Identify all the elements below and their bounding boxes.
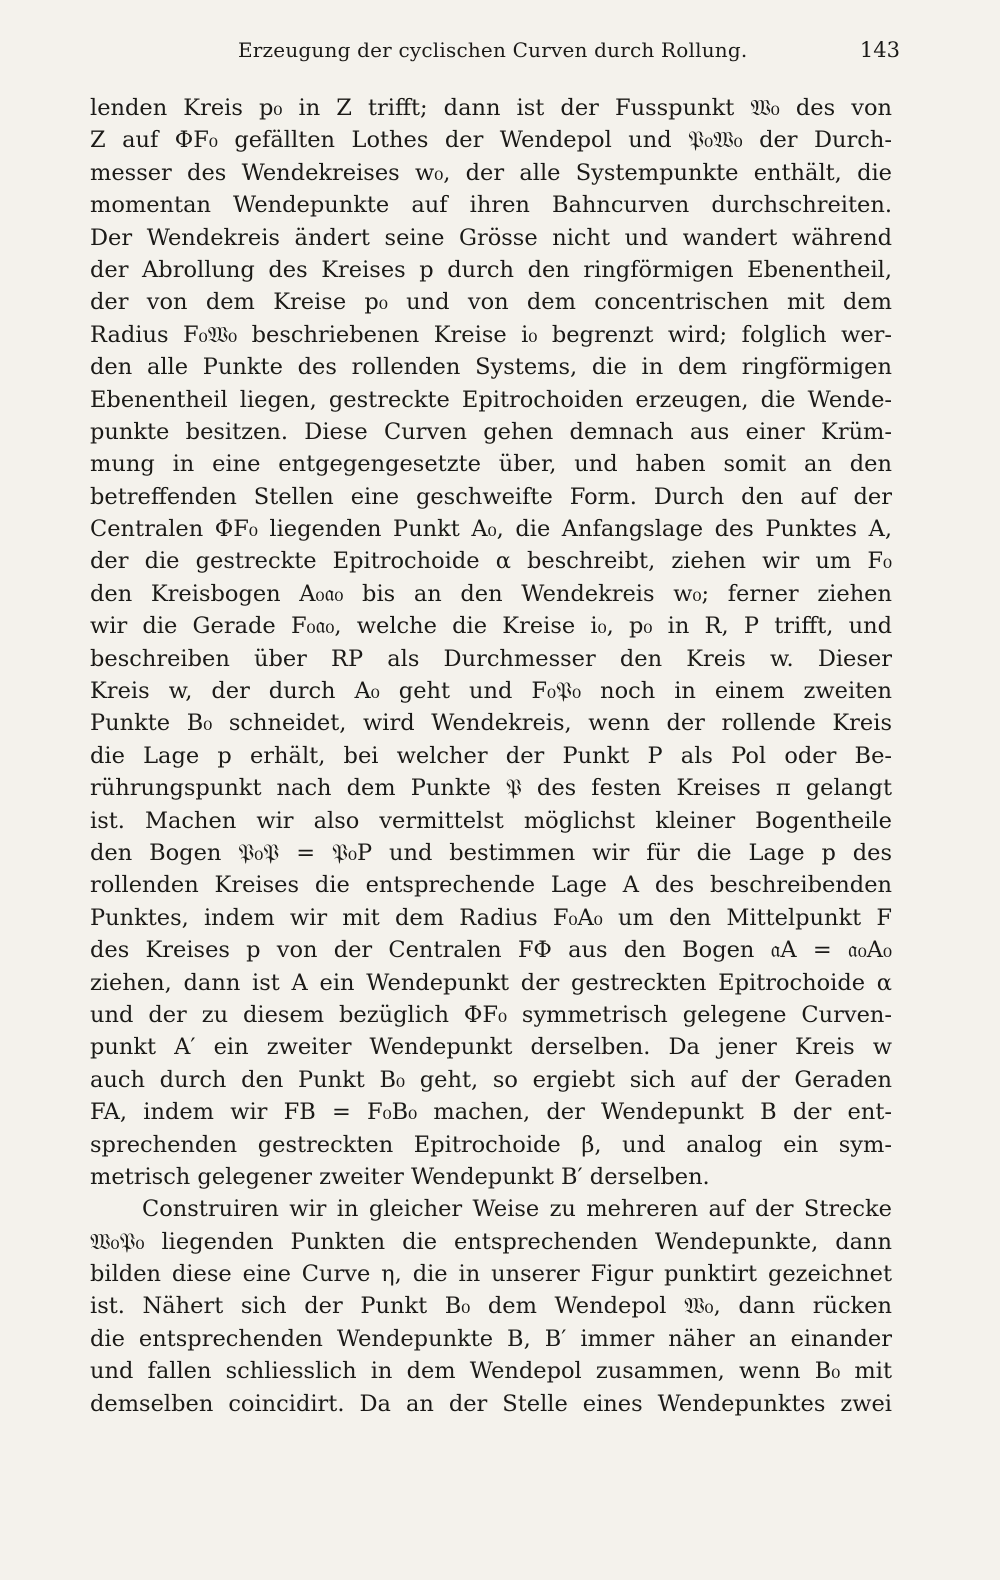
text-line: betreffenden Stellen eine geschweifte Form. Durch den auf der — [90, 483, 892, 510]
text-line: der die gestreckte Epitrochoide α beschreibt, ziehen wir um F₀ — [90, 548, 892, 575]
text-line: mung in eine entgegengesetzte über, und haben somit an den — [90, 451, 892, 478]
text-line: des Kreises p von der Centralen FΦ aus den Bogen 𝔞A = 𝔞₀A₀ — [90, 937, 892, 964]
text-line: der Abrollung des Kreises p durch den ringförmigen Ebenentheil, — [90, 256, 892, 283]
text-line: rührungspunkt nach dem Punkte 𝔓 des festen Kreises π gelangt — [90, 775, 892, 802]
running-head — [90, 38, 900, 68]
text-line: auch durch den Punkt B₀ geht, so ergiebt sich auf der Geraden — [90, 1066, 892, 1093]
text-line: Centralen ΦF₀ liegenden Punkt A₀, die Anfangslage des Punktes A, — [90, 516, 892, 543]
text-line: metrisch gelegener zweiter Wendepunkt B′ derselben. — [90, 1163, 710, 1190]
text-line: der von dem Kreise p₀ und von dem concentrischen mit dem — [90, 289, 892, 316]
text-line: momentan Wendepunkte auf ihren Bahncurven durchschreiten. — [90, 192, 892, 219]
text-line: Punktes, indem wir mit dem Radius F₀A₀ um den Mittelpunkt F — [90, 904, 892, 931]
text-line: ist. Nähert sich der Punkt B₀ dem Wendepol 𝔚₀, dann rücken — [90, 1293, 892, 1320]
text-line: lenden Kreis p₀ in Z trifft; dann ist der Fusspunkt 𝔚₀ des von — [90, 95, 892, 121]
text-line: punkte besitzen. Diese Curven gehen demnach aus einer Krüm- — [90, 418, 892, 445]
text-line: demselben coincidirt. Da an der Stelle eines Wendepunktes zwei — [90, 1390, 892, 1417]
text-line: und der zu diesem bezüglich ΦF₀ symmetrisch gelegene Curven- — [90, 1001, 892, 1028]
text-line: und fallen schliesslich in dem Wendepol zusammen, wenn B₀ mit — [90, 1358, 892, 1385]
page-number: 143 — [859, 38, 900, 62]
text-line: Construiren wir in gleicher Weise zu mehreren auf der Strecke — [142, 1196, 892, 1223]
text-line: bilden diese eine Curve η, die in unserer Figur punktirt gezeichnet — [90, 1261, 892, 1288]
text-line: Ebenentheil liegen, gestreckte Epitrochoiden erzeugen, die Wende- — [90, 386, 892, 413]
text-line: Radius F₀𝔚₀ beschriebenen Kreise i₀ begrenzt wird; folglich wer- — [90, 321, 892, 348]
text-line: rollenden Kreises die entsprechende Lage A des beschreibenden — [90, 872, 892, 899]
running-head-title: Erzeugung der cyclischen Curven durch Rollung. — [238, 38, 748, 62]
text-line: Punkte B₀ schneidet, wird Wendekreis, wenn der rollende Kreis — [90, 710, 892, 737]
text-line: beschreiben über RP als Durchmesser den Kreis w. Dieser — [90, 645, 892, 672]
body-text — [90, 92, 892, 1420]
text-line: ist. Machen wir also vermittelst möglichst kleiner Bogentheile — [90, 807, 892, 834]
text-line: den Bogen 𝔓₀𝔓 = 𝔓₀P und bestimmen wir für die Lage p des — [90, 839, 892, 866]
text-line: sprechenden gestreckten Epitrochoide β, und analog ein sym- — [90, 1131, 892, 1158]
text-line: wir die Gerade F₀𝔞₀, welche die Kreise i₀, p₀ in R, P trifft, und — [90, 613, 892, 640]
text-line: Z auf ΦF₀ gefällten Lothes der Wendepol und 𝔓₀𝔚₀ der Durch- — [90, 127, 892, 154]
text-line: Kreis w, der durch A₀ geht und F₀𝔓₀ noch in einem zweiten — [90, 678, 892, 705]
text-line: den Kreisbogen A₀𝔞₀ bis an den Wendekreis w₀; ferner ziehen — [90, 580, 892, 607]
text-line: messer des Wendekreises w₀, der alle Systempunkte enthält, die — [90, 159, 892, 186]
text-line: den alle Punkte des rollenden Systems, die in dem ringförmigen — [90, 354, 892, 381]
text-line: 𝔚₀𝔓₀ liegenden Punkten die entsprechenden Wendepunkte, dann — [90, 1228, 892, 1255]
text-line: FA, indem wir FB = F₀B₀ machen, der Wendepunkt B der ent- — [90, 1099, 892, 1126]
text-line: die entsprechenden Wendepunkte B, B′ immer näher an einander — [90, 1325, 892, 1352]
text-line: die Lage p erhält, bei welcher der Punkt P als Pol oder Be- — [90, 742, 892, 769]
text-line: Der Wendekreis ändert seine Grösse nicht und wandert während — [90, 224, 892, 251]
text-line: punkt A′ ein zweiter Wendepunkt derselben. Da jener Kreis w — [90, 1034, 892, 1061]
text-line: ziehen, dann ist A ein Wendepunkt der gestreckten Epitrochoide α — [90, 969, 892, 996]
